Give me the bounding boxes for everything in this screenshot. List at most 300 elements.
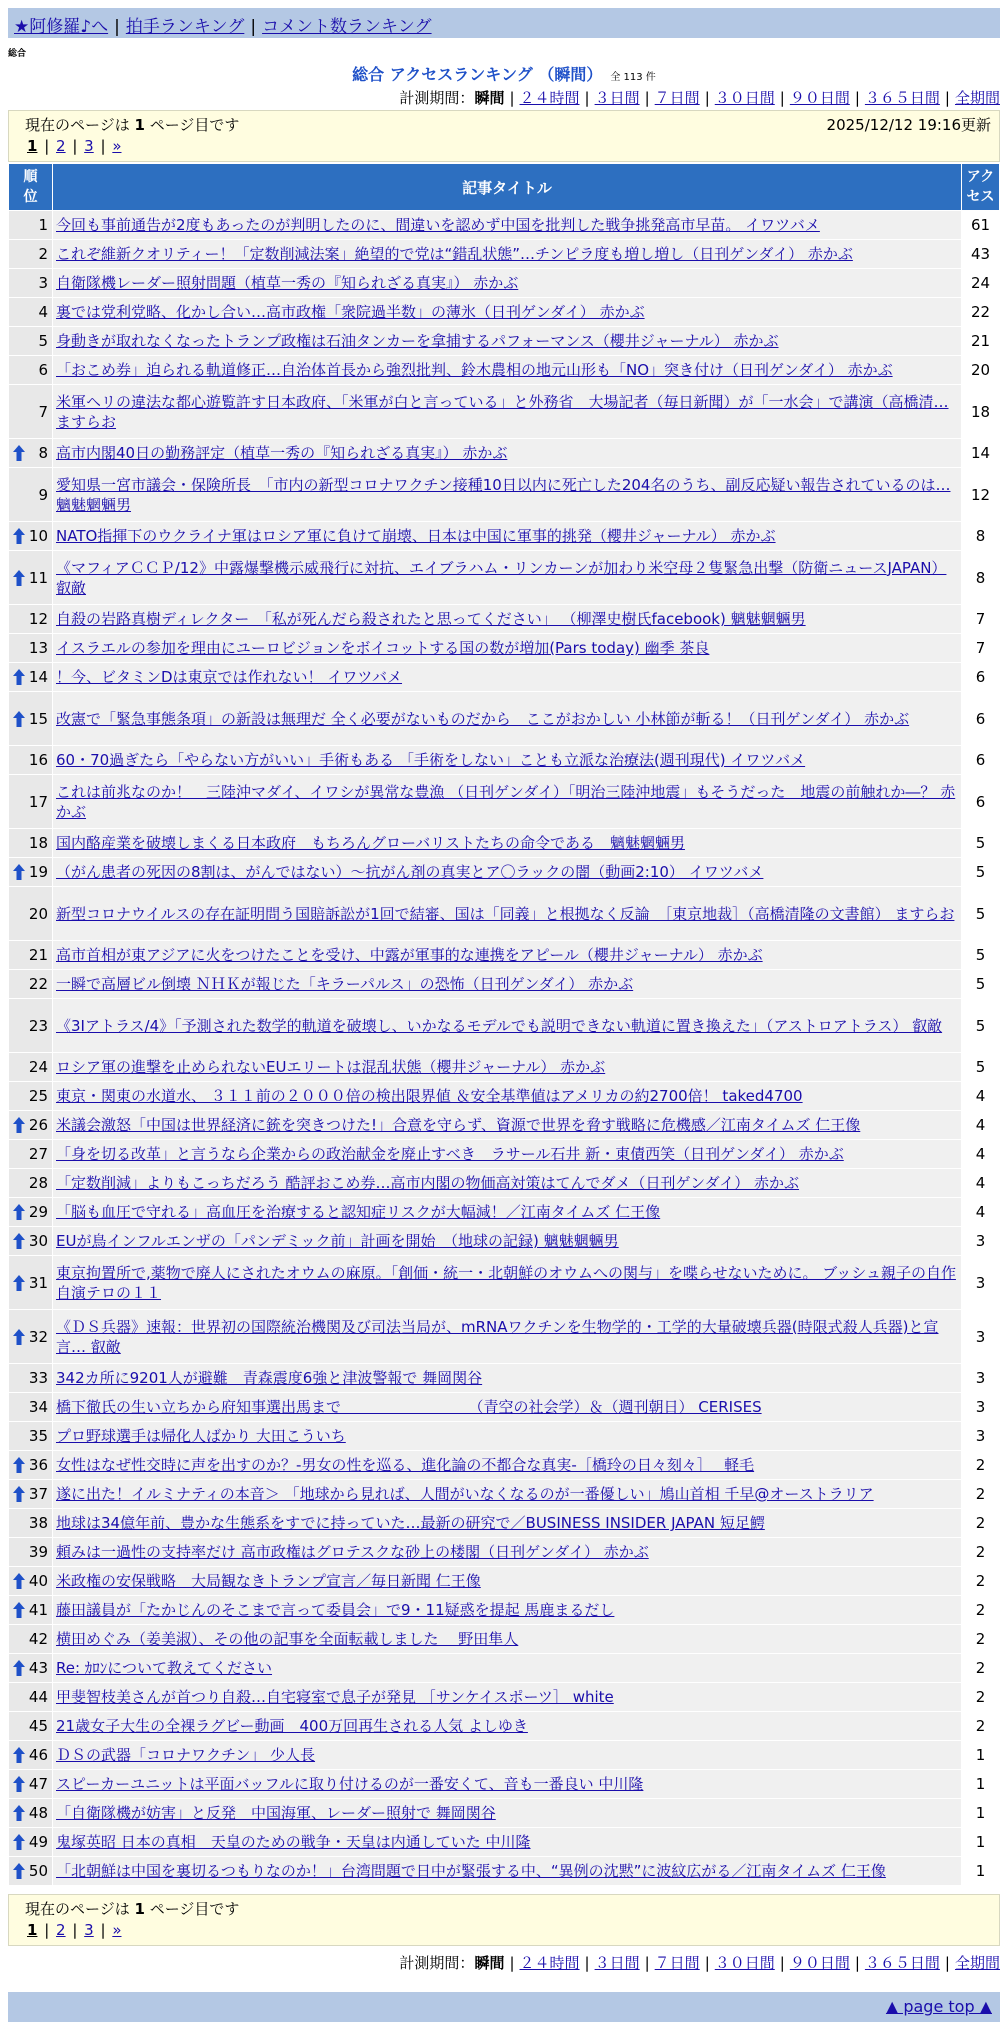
table-row <box>9 887 1000 941</box>
page-title <box>0 62 1008 85</box>
rank-cell <box>9 746 53 775</box>
article-title-link[interactable]: 《マフィアＣＣＰ/12》中露爆撃機示威飛行に対抗、エイブラハム・リンカーンが加わり米空母２隻緊急出撃（防衛ニュースJAPAN） 叡敵 <box>56 558 947 597</box>
next-page-link[interactable]: » <box>112 137 122 155</box>
top-nav-bar <box>8 8 1000 38</box>
rank-cell <box>9 327 53 356</box>
access-count: 4 <box>962 1082 1000 1111</box>
table-row <box>9 298 1000 327</box>
title-cell <box>53 1683 962 1712</box>
title-cell <box>53 1596 962 1625</box>
table-row <box>9 1857 1000 1886</box>
page-status-suffix: ページ目です <box>144 1900 240 1918</box>
period-link[interactable]: ９０日間 <box>789 1954 850 1972</box>
period-link[interactable]: 全期間 <box>954 1954 1000 1972</box>
page-link-current[interactable]: 1 <box>27 137 38 155</box>
article-title-link[interactable]: EUが鳥インフルエンザの「パンデミック前」計画を開始 （地球の記録) 魑魅魍魎男 <box>56 1232 619 1250</box>
rank-up-arrow-icon <box>13 1117 25 1133</box>
rank-cell <box>9 439 53 468</box>
rank-cell <box>9 887 53 941</box>
page-link[interactable]: 2 <box>56 1921 66 1939</box>
access-count: 43 <box>962 240 1000 269</box>
access-count: 2 <box>962 1654 1000 1683</box>
rank-number: 26 <box>28 1116 48 1134</box>
access-count: 5 <box>962 941 1000 970</box>
article-title-link[interactable]: 60・70過ぎたら「やらない方がいい」手術もある 「手術をしない」ことも立派な治療法(週刊現代) イワツバメ <box>56 751 806 769</box>
table-row <box>9 605 1000 634</box>
title-cell <box>53 1567 962 1596</box>
article-title-link[interactable]: プロ野球選手は帰化人ばかり 大田こういち <box>56 1427 346 1445</box>
table-row <box>9 356 1000 385</box>
rank-up-arrow-icon <box>13 1573 25 1589</box>
period-link[interactable]: ２４時間 <box>519 1954 580 1972</box>
home-link[interactable]: ★阿修羅♪へ <box>14 17 109 37</box>
access-count: 18 <box>962 385 1000 439</box>
rank-number: 3 <box>38 274 48 292</box>
article-title-link[interactable]: 頼みは一過性の支持率だけ 高市政権はグロテスクな砂上の楼閣（日刊ゲンダイ） 赤かぶ <box>56 1543 649 1561</box>
access-count: 6 <box>962 746 1000 775</box>
period-separator: | <box>644 89 650 107</box>
access-count: 1 <box>962 1741 1000 1770</box>
access-count: 3 <box>962 1256 1000 1310</box>
period-link[interactable]: ７日間 <box>654 89 700 107</box>
page-link[interactable]: 2 <box>56 137 66 155</box>
rank-number: 38 <box>28 1514 48 1532</box>
rank-number: 23 <box>28 1016 48 1035</box>
title-cell <box>53 858 962 887</box>
table-row <box>9 1393 1000 1422</box>
title-cell <box>53 269 962 298</box>
rank-number: 18 <box>28 834 48 852</box>
table-row <box>9 1596 1000 1625</box>
article-title-link[interactable]: 女性はなぜ性交時に声を出すのか？-男女の性を巡る、進化論の不都合な真実-［橋玲の日々刻々］ 軽毛 <box>56 1456 755 1474</box>
title-cell <box>53 1393 962 1422</box>
rank-number: 10 <box>28 527 48 545</box>
access-count: 1 <box>962 1799 1000 1828</box>
article-title-link[interactable]: 《3Iアトラス/4》「予測された数学的軌道を破壊し、いかなるモデルでも説明できない軌道に置き換えた」（アストロアトラス） 叡敵 <box>56 1016 943 1035</box>
rank-number: 12 <box>28 610 48 628</box>
rank-cell <box>9 1828 53 1857</box>
title-cell <box>53 1770 962 1799</box>
rank-number: 47 <box>28 1775 48 1793</box>
access-count: 2 <box>962 1538 1000 1567</box>
rank-cell <box>9 1393 53 1422</box>
period-selector-bottom <box>399 1952 1000 1973</box>
rank-number: 4 <box>38 303 48 321</box>
article-title-link[interactable]: 「脳も血圧で守れる」高血圧を治療すると認知症リスクが大幅減！／江南タイムズ 仁王像 <box>56 1203 661 1221</box>
rank-cell <box>9 1169 53 1198</box>
period-current: 瞬間 <box>474 1954 505 1972</box>
period-link[interactable]: ３日間 <box>594 1954 640 1972</box>
period-link[interactable]: ２４時間 <box>519 89 580 107</box>
table-row <box>9 775 1000 829</box>
rank-number: 31 <box>28 1273 48 1292</box>
article-title-link[interactable]: （がん患者の死因の8割は、がんではない）～抗がん剤の真実とア〇ラックの闇（動画2:10） イワツバメ <box>56 863 764 881</box>
access-count: 20 <box>962 356 1000 385</box>
rank-cell <box>9 605 53 634</box>
rank-cell <box>9 1799 53 1828</box>
table-row <box>9 327 1000 356</box>
access-count: 8 <box>962 522 1000 551</box>
access-count: 7 <box>962 605 1000 634</box>
rank-number: 35 <box>28 1427 48 1445</box>
rank-cell <box>9 1451 53 1480</box>
page-status <box>25 1898 983 1919</box>
rank-cell <box>9 1140 53 1169</box>
title-cell <box>53 829 962 858</box>
access-count: 21 <box>962 327 1000 356</box>
access-count: 4 <box>962 1111 1000 1140</box>
title-cell <box>53 1111 962 1140</box>
period-separator: | <box>854 89 860 107</box>
access-count: 2 <box>962 1596 1000 1625</box>
access-count: 8 <box>962 551 1000 605</box>
title-cell <box>53 1828 962 1857</box>
rank-number: 24 <box>28 1058 48 1076</box>
rank-cell <box>9 1683 53 1712</box>
table-row <box>9 1451 1000 1480</box>
article-title-link[interactable]: 東京・関東の水道水、 ３１１前の２０００倍の検出限界値 ＆安全基準値はアメリカの約2700倍！ taked4700 <box>56 1087 803 1105</box>
table-row <box>9 1422 1000 1451</box>
rank-cell <box>9 970 53 999</box>
page-link-current[interactable]: 1 <box>27 1921 38 1939</box>
table-row <box>9 1227 1000 1256</box>
rank-cell <box>9 829 53 858</box>
rank-number: 15 <box>28 709 48 728</box>
access-count: 61 <box>962 211 1000 240</box>
article-title-link[interactable]: ＤＳの武器「コロナワクチン」 少人長 <box>56 1746 316 1764</box>
period-link[interactable]: 全期間 <box>954 89 1000 107</box>
access-count: 12 <box>962 468 1000 522</box>
title-cell <box>53 1712 962 1741</box>
article-title-link[interactable]: スピーカーユニットは平面バッフルに取り付けるのが一番安くて、音も一番良い 中川隆 <box>56 1775 644 1793</box>
article-title-link[interactable]: 「おこめ券」迫られる軌道修正…自治体首長から強烈批判、鈴木農相の地元山形も「NO」突き付け（日刊ゲンダイ） 赤かぶ <box>56 361 893 379</box>
rank-cell <box>9 1509 53 1538</box>
table-row <box>9 1741 1000 1770</box>
rank-number: 45 <box>28 1717 48 1735</box>
article-title-link[interactable]: 「定数削減」よりもこっちだろう 酷評おこめ券…高市内閣の物価高対策はてんでダメ（日刊ゲンダイ） 赤かぶ <box>56 1174 800 1192</box>
title-cell <box>53 970 962 999</box>
rank-up-arrow-icon <box>13 1776 25 1792</box>
rank-number: 13 <box>28 639 48 657</box>
access-count: 2 <box>962 1451 1000 1480</box>
period-link[interactable]: ３０日間 <box>714 1954 775 1972</box>
article-title-link[interactable]: 藤田議員が「たかじんのそこまで言って委員会」で9・11疑惑を提起 馬鹿まるだし <box>56 1601 615 1619</box>
rank-up-arrow-icon <box>13 445 25 461</box>
rank-up-arrow-icon <box>13 1863 25 1879</box>
table-row <box>9 1509 1000 1538</box>
access-count: 14 <box>962 439 1000 468</box>
rank-cell <box>9 941 53 970</box>
article-title-link[interactable]: 今回も事前通告が2度もあったのが判明したのに、間違いを認めず中国を批判した戦争挑発高市早苗。 イワツバメ <box>56 216 820 234</box>
period-current: 瞬間 <box>474 89 505 107</box>
article-title-link[interactable]: 「身を切る改革」と言うなら企業からの政治献金を廃止すべき ラサール石井 新・東債西笑（日刊ゲンダイ） 赤かぶ <box>56 1145 844 1163</box>
title-cell <box>53 999 962 1053</box>
article-title-link[interactable]: 鬼塚英昭 日本の真相 天皇のための戦争・天皇は内通していた 中川隆 <box>56 1833 531 1851</box>
rank-number: 40 <box>28 1572 48 1590</box>
access-count: 5 <box>962 829 1000 858</box>
title-cell <box>53 356 962 385</box>
rank-cell <box>9 211 53 240</box>
title-cell <box>53 746 962 775</box>
article-title-link[interactable]: これぞ維新クオリティー！「定数削減法案」絶望的で党は“錯乱状態”…チンピラ度も増し増し（日刊ゲンダイ） 赤かぶ <box>56 245 853 263</box>
rank-cell <box>9 858 53 887</box>
article-title-link[interactable]: Re: ｶﾛﾝについて教えてください <box>56 1659 273 1677</box>
article-title-link[interactable]: 改憲で「緊急事態条項」の新設は無理だ 全く必要がないものだから ここがおかしい 小林節が斬る！（日刊ゲンダイ） 赤かぶ <box>56 709 910 728</box>
rank-number: 6 <box>38 361 48 379</box>
rank-number: 20 <box>28 904 48 923</box>
rank-cell <box>9 240 53 269</box>
article-title-link[interactable]: 裏では党利党略、化かし合い…高市政権「衆院過半数」の薄氷（日刊ゲンダイ） 赤かぶ <box>56 303 645 321</box>
access-count: 7 <box>962 634 1000 663</box>
rank-up-arrow-icon <box>13 1486 25 1502</box>
access-count: 2 <box>962 1567 1000 1596</box>
table-row <box>9 1770 1000 1799</box>
article-title-link[interactable]: 橋下徹氏の生い立ちから府知事選出馬まで （青空の社会学）＆（週刊朝日） CERISES <box>56 1398 762 1416</box>
period-separator: | <box>584 89 590 107</box>
article-title-link[interactable]: 高市首相が東アジアに火をつけたことを受け、中露が軍事的な連携をアピール（櫻井ジャーナル） 赤かぶ <box>56 946 763 964</box>
title-cell <box>53 327 962 356</box>
page-link[interactable]: 3 <box>84 1921 94 1939</box>
table-row <box>9 746 1000 775</box>
title-cell <box>53 775 962 829</box>
access-count: 4 <box>962 1169 1000 1198</box>
rank-cell <box>9 468 53 522</box>
rank-up-arrow-icon <box>13 669 25 685</box>
page-status-prefix: 現在のページは <box>25 116 135 134</box>
article-title-link[interactable]: 国内酪産業を破壊しまくる日本政府 もちろんグローバリストたちの命令である 魑魅魍魎男 <box>56 834 685 852</box>
article-title-link[interactable]: 高市内閣40日の勤務評定（植草一秀の『知られざる真実』） 赤かぶ <box>56 444 508 462</box>
title-cell <box>53 605 962 634</box>
page-top-link[interactable]: ▲ page top ▲ <box>885 1997 992 2016</box>
rank-number: 48 <box>28 1804 48 1822</box>
access-count: 5 <box>962 858 1000 887</box>
rank-number: 14 <box>28 668 48 686</box>
title-cell <box>53 1082 962 1111</box>
rank-cell <box>9 1712 53 1741</box>
period-link[interactable]: ３６５日間 <box>864 89 940 107</box>
title-cell <box>53 240 962 269</box>
rank-up-arrow-icon <box>13 1233 25 1249</box>
table-row <box>9 240 1000 269</box>
table-row <box>9 1053 1000 1082</box>
title-cell <box>53 385 962 439</box>
title-cell <box>53 211 962 240</box>
table-row <box>9 663 1000 692</box>
period-link[interactable]: ９０日間 <box>789 89 850 107</box>
title-cell <box>53 551 962 605</box>
rank-cell <box>9 1111 53 1140</box>
article-title-link[interactable]: 地球は34億年前、豊かな生態系をすでに持っていた…最新の研究で／BUSINESS INSIDER JAPAN 短足鰐 <box>56 1514 765 1532</box>
access-count: 4 <box>962 1198 1000 1227</box>
pager-bottom <box>8 1894 1000 1946</box>
title-cell <box>53 663 962 692</box>
rank-cell <box>9 1857 53 1886</box>
rank-number: 42 <box>28 1630 48 1648</box>
rank-cell <box>9 1770 53 1799</box>
rank-number: 33 <box>28 1369 48 1387</box>
table-row <box>9 551 1000 605</box>
table-row <box>9 970 1000 999</box>
article-title-link[interactable]: ！今、ビタミンDは東京では作れない！ イワツバメ <box>56 668 403 686</box>
rank-number: 50 <box>28 1862 48 1880</box>
page-separator: | <box>39 137 55 155</box>
period-separator: | <box>854 1954 860 1972</box>
period-label: 計測期間： <box>399 1954 475 1972</box>
period-link[interactable]: ３６５日間 <box>864 1954 940 1972</box>
access-count: 5 <box>962 887 1000 941</box>
title-cell <box>53 439 962 468</box>
title-cell <box>53 1654 962 1683</box>
article-title-link[interactable]: 横田めぐみ（姜美淑）、その他の記事を全面転載しました 野田隼人 <box>56 1630 519 1648</box>
article-title-link[interactable]: 遂に出た！イルミナティの本音＞ 「地球から見れば、人間がいなくなるのが一番優しい」鳩山首相 千早@オーストラリア <box>56 1485 874 1503</box>
period-separator: | <box>779 1954 785 1972</box>
period-link[interactable]: ７日間 <box>654 1954 700 1972</box>
access-count: 1 <box>962 1828 1000 1857</box>
next-page-link[interactable]: » <box>112 1921 122 1939</box>
access-column-header: アクセス <box>962 164 1000 211</box>
rank-number: 44 <box>28 1688 48 1706</box>
ranking-title: 総合 アクセスランキング （瞬間） <box>352 65 603 84</box>
table-row <box>9 1683 1000 1712</box>
rank-cell <box>9 1422 53 1451</box>
article-title-link[interactable]: 「自衛隊機が妨害」と反発 中国海軍、レーダー照射で 舞岡関谷 <box>56 1804 496 1822</box>
article-title-link[interactable]: NATO指揮下のウクライナ軍はロシア軍に負けて崩壊、日本は中国に軍事的挑発（櫻井ジャーナル） 赤かぶ <box>56 527 776 545</box>
title-cell <box>53 1741 962 1770</box>
rank-number: 27 <box>28 1145 48 1163</box>
updated-timestamp: 2025/12/12 19:16更新 <box>826 116 991 134</box>
rank-number: 28 <box>28 1174 48 1192</box>
article-title-link[interactable]: イスラエルの参加を理由にユーロビジョンをボイコットする国の数が増加(Pars today) 幽季 茶良 <box>56 639 710 657</box>
title-cell <box>53 692 962 746</box>
title-cell <box>53 1538 962 1567</box>
table-row <box>9 1111 1000 1140</box>
access-count: 3 <box>962 1422 1000 1451</box>
rank-number: 5 <box>38 332 48 350</box>
article-title-link[interactable]: これは前兆なのか！ 三陸沖マダイ、イワシが異常な豊漁 （日刊ゲンダイ）「明治三陸沖地震」もそうだった 地震の前触れか―？ 赤かぶ <box>56 782 956 821</box>
article-title-link[interactable]: 甲斐智枝美さんが首つり自殺…自宅寝室で息子が発見 ［サンケイスポーツ］ white <box>56 1688 614 1706</box>
rank-up-arrow-icon <box>13 1660 25 1676</box>
title-cell <box>53 941 962 970</box>
title-cell <box>53 298 962 327</box>
table-row <box>9 829 1000 858</box>
article-title-link[interactable]: 21歳女子大生の全裸ラグビー動画 400万回再生される人気 よしゆき <box>56 1717 528 1735</box>
rank-column-header: 順位 <box>9 164 53 211</box>
rank-number: 30 <box>28 1232 48 1250</box>
article-title-link[interactable]: 自殺の岩路真樹ディレクター 「私が死んだら殺されたと思ってください」 （柳澤史樹氏facebook) 魑魅魍魎男 <box>56 610 806 628</box>
table-row <box>9 1480 1000 1509</box>
rank-cell <box>9 551 53 605</box>
article-title-link[interactable]: 《ＤＳ兵器》速報：世界初の国際統治機関及び司法当局が、mRNAワクチンを生物学的・工学的大量破壊兵器(時限式殺人兵器)と宣言… 叡敵 <box>56 1317 939 1356</box>
access-count: 5 <box>962 970 1000 999</box>
article-title-link[interactable]: 342カ所に9201人が避難 青森震度6強と津波警報で 舞岡関谷 <box>56 1369 483 1387</box>
access-count: 3 <box>962 1227 1000 1256</box>
access-count: 2 <box>962 1625 1000 1654</box>
rank-number: 25 <box>28 1087 48 1105</box>
table-row <box>9 1082 1000 1111</box>
period-separator: | <box>584 1954 590 1972</box>
nav-separator: | <box>250 17 257 37</box>
title-cell <box>53 1227 962 1256</box>
access-count: 5 <box>962 999 1000 1053</box>
rank-up-arrow-icon <box>13 711 25 727</box>
rank-cell <box>9 1480 53 1509</box>
period-separator: | <box>509 89 515 107</box>
rank-up-arrow-icon <box>13 1275 25 1291</box>
period-separator: | <box>779 89 785 107</box>
article-title-link[interactable]: 一瞬で高層ビル倒壊 ＮＨＫが報じた「キラーパルス」の恐怖（日刊ゲンダイ） 赤かぶ <box>56 975 634 993</box>
access-count: 2 <box>962 1480 1000 1509</box>
rank-cell <box>9 385 53 439</box>
access-count: 4 <box>962 1140 1000 1169</box>
page-status-prefix: 現在のページは <box>25 1900 135 1918</box>
access-count: 6 <box>962 663 1000 692</box>
rank-number: 43 <box>28 1659 48 1677</box>
access-count: 1 <box>962 1857 1000 1886</box>
access-count: 2 <box>962 1683 1000 1712</box>
table-row <box>9 1799 1000 1828</box>
article-title-link[interactable]: 米軍ヘリの違法な都心遊覧許す日本政府、「米軍が白と言っている」と外務省 大場記者（毎日新聞）が「一水会」で講演（高橋清… ますらお <box>56 392 949 431</box>
article-title-link[interactable]: 自衛隊機レーダー照射問題（植草一秀の『知られざる真実』） 赤かぶ <box>56 274 519 292</box>
comment-ranking-link[interactable]: コメント数ランキング <box>262 17 432 37</box>
table-row <box>9 1198 1000 1227</box>
table-row <box>9 1169 1000 1198</box>
applause-ranking-link[interactable]: 拍手ランキング <box>125 17 245 37</box>
rank-number: 21 <box>28 946 48 964</box>
title-cell <box>53 887 962 941</box>
table-row <box>9 1712 1000 1741</box>
article-title-link[interactable]: 身動きが取れなくなったトランプ政権は石油タンカーを拿捕するパフォーマンス（櫻井ジャーナル） 赤かぶ <box>56 332 779 350</box>
table-row <box>9 439 1000 468</box>
rank-number: 8 <box>38 444 48 462</box>
period-label: 計測期間： <box>399 89 475 107</box>
rank-number: 9 <box>38 485 48 504</box>
rank-up-arrow-icon <box>13 1602 25 1618</box>
page-link[interactable]: 3 <box>84 137 94 155</box>
rank-number: 34 <box>28 1398 48 1416</box>
table-row <box>9 385 1000 439</box>
rank-cell <box>9 775 53 829</box>
article-title-link[interactable]: 新型コロナウイルスの存在証明問う国賠訴訟が1回で結審、国は「同義」と根拠なく反論 ［東京地裁］（高橋清隆の文書館） ますらお <box>56 904 955 923</box>
table-row <box>9 1828 1000 1857</box>
title-cell <box>53 522 962 551</box>
article-title-link[interactable]: 「北朝鮮は中国を裏切るつもりなのか！」台湾問題で日中が緊張する中、“異例の沈黙”に波紋広がる／江南タイムズ 仁王像 <box>56 1862 886 1880</box>
rank-cell <box>9 1227 53 1256</box>
access-count: 22 <box>962 298 1000 327</box>
title-cell <box>53 1422 962 1451</box>
rank-cell <box>9 1741 53 1770</box>
rank-cell <box>9 1256 53 1310</box>
page-separator: | <box>95 137 111 155</box>
nav-separator: | <box>114 17 120 37</box>
rank-number: 16 <box>28 751 48 769</box>
page-status-number: 1 <box>134 1900 145 1918</box>
article-title-link[interactable]: 愛知県一宮市議会・保険所長 「市内の新型コロナワクチン接種10日以内に死亡した204名のうち、副反応疑い報告されているのは… 魑魅魍魎男 <box>56 475 951 514</box>
rank-up-arrow-icon <box>13 1204 25 1220</box>
period-link[interactable]: ３０日間 <box>714 89 775 107</box>
rank-number: 19 <box>28 863 48 881</box>
article-title-link[interactable]: 米政権の安保戦略 大局観なきトランプ宣言／毎日新聞 仁王像 <box>56 1572 481 1590</box>
period-link[interactable]: ３日間 <box>594 89 640 107</box>
article-title-link[interactable]: 米議会激怒「中国は世界経済に銃を突きつけた!」合意を守らず、資源で世界を脅す戦略に危機感／江南タイムズ 仁王像 <box>56 1116 861 1134</box>
article-title-link[interactable]: 東京拘置所で,薬物で廃人にされたオウムの麻原。「創価・統一・北朝鮮のオウムへの関与」を喋らせないために。 ブッシュ親子の自作自演テロの１１ <box>56 1263 956 1302</box>
article-title-link[interactable]: ロシア軍の進撃を止められないEUエリートは混乱状態（櫻井ジャーナル） 赤かぶ <box>56 1058 606 1076</box>
rank-number: 2 <box>38 245 48 263</box>
pager-top <box>8 110 1000 162</box>
table-row <box>9 941 1000 970</box>
rank-up-arrow-icon <box>13 1747 25 1763</box>
table-row <box>9 211 1000 240</box>
rank-cell <box>9 1198 53 1227</box>
